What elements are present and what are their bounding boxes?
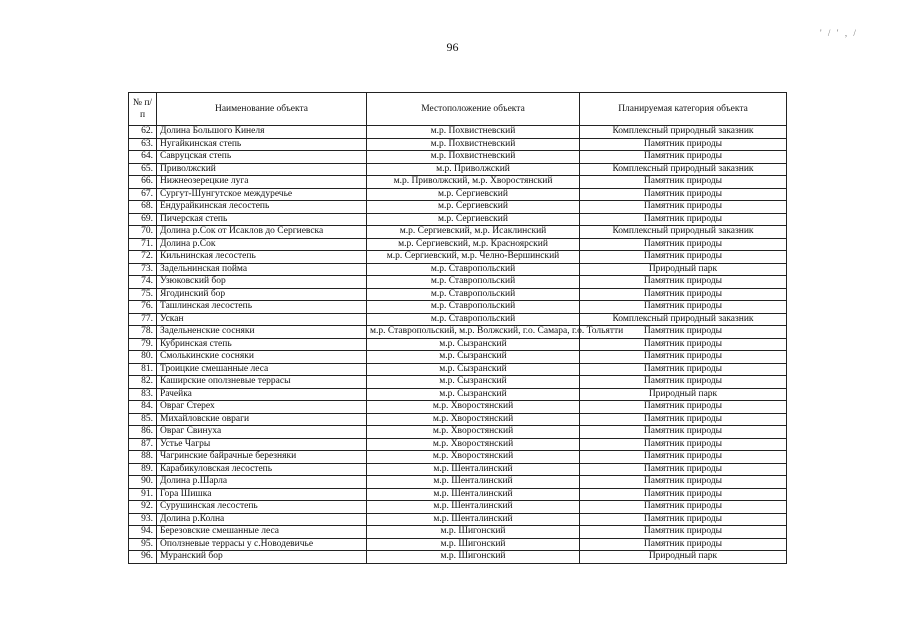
- table-row: [129, 376, 787, 389]
- object-category: Памятник природы: [580, 513, 787, 526]
- object-location: м.р. Ставропольский: [367, 313, 580, 326]
- table-row: [129, 226, 787, 239]
- object-location: м.р. Шигонский: [367, 526, 580, 539]
- object-location: м.р. Сызранский: [367, 363, 580, 376]
- row-number: 93.: [129, 513, 157, 526]
- object-name: Кубринская степь: [157, 338, 367, 351]
- row-number: 75.: [129, 288, 157, 301]
- object-name: Нижнеозерецкие луга: [157, 176, 367, 189]
- object-name: Смолькинские сосняки: [157, 351, 367, 364]
- object-category: Памятник природы: [580, 276, 787, 289]
- row-number: 72.: [129, 251, 157, 264]
- object-category: Природный парк: [580, 263, 787, 276]
- object-name: Чагринские байрачные березняки: [157, 451, 367, 464]
- object-category: Памятник природы: [580, 401, 787, 414]
- object-category: Памятник природы: [580, 413, 787, 426]
- object-location: м.р. Сергиевский, м.р. Красноярский: [367, 238, 580, 251]
- object-name: Пичерская степь: [157, 213, 367, 226]
- object-location: м.р. Хворостянский: [367, 401, 580, 414]
- table-row: [129, 363, 787, 376]
- object-category: Памятник природы: [580, 251, 787, 264]
- object-category: Памятник природы: [580, 138, 787, 151]
- object-location: м.р. Приволжский: [367, 163, 580, 176]
- object-name: Кильнинская лесостепь: [157, 251, 367, 264]
- object-category: Памятник природы: [580, 213, 787, 226]
- scan-mark: ' / ′ , /: [820, 28, 858, 38]
- object-name: Сурушинская лесостепь: [157, 501, 367, 514]
- object-location: м.р. Шенталинский: [367, 501, 580, 514]
- object-location: м.р. Хворостянский: [367, 438, 580, 451]
- table-row: [129, 313, 787, 326]
- object-name: Гора Шишка: [157, 488, 367, 501]
- row-number: 67.: [129, 188, 157, 201]
- row-number: 87.: [129, 438, 157, 451]
- row-number: 81.: [129, 363, 157, 376]
- object-name: Приволжский: [157, 163, 367, 176]
- object-category: Памятник природы: [580, 476, 787, 489]
- table-row: [129, 288, 787, 301]
- header-location: Местоположение объекта: [367, 93, 580, 126]
- row-number: 84.: [129, 401, 157, 414]
- row-number: 95.: [129, 538, 157, 551]
- object-location: м.р. Сызранский: [367, 351, 580, 364]
- table-row: [129, 326, 787, 339]
- object-location: м.р. Сызранский: [367, 376, 580, 389]
- table-row: [129, 401, 787, 414]
- object-category: Памятник природы: [580, 438, 787, 451]
- object-category: Памятник природы: [580, 376, 787, 389]
- row-number: 70.: [129, 226, 157, 239]
- object-name: Ендурайкинская лесостепь: [157, 201, 367, 214]
- object-category: Комплексный природный заказник: [580, 163, 787, 176]
- object-location: м.р. Сызранский: [367, 388, 580, 401]
- object-name: Устье Чагры: [157, 438, 367, 451]
- object-name: Михайловские овраги: [157, 413, 367, 426]
- object-category: Памятник природы: [580, 301, 787, 314]
- object-category: Памятник природы: [580, 326, 787, 339]
- row-number: 66.: [129, 176, 157, 189]
- table-row: [129, 388, 787, 401]
- table-row: [129, 463, 787, 476]
- table-row: [129, 488, 787, 501]
- object-name: Ташлинская лесостепь: [157, 301, 367, 314]
- object-category: Памятник природы: [580, 363, 787, 376]
- object-location: м.р. Шенталинский: [367, 513, 580, 526]
- object-name: Долина Большого Кинеля: [157, 126, 367, 139]
- object-category: Памятник природы: [580, 501, 787, 514]
- table-row: [129, 501, 787, 514]
- row-number: 69.: [129, 213, 157, 226]
- object-name: Ягодинский бор: [157, 288, 367, 301]
- header-category: Планируемая категория объекта: [580, 93, 787, 126]
- object-location: м.р. Шигонский: [367, 538, 580, 551]
- table-row: [129, 351, 787, 364]
- object-name: Сургут-Шунгутское междуречье: [157, 188, 367, 201]
- object-category: Памятник природы: [580, 188, 787, 201]
- object-name: Ускан: [157, 313, 367, 326]
- row-number: 94.: [129, 526, 157, 539]
- row-number: 77.: [129, 313, 157, 326]
- table-row: [129, 176, 787, 189]
- object-category: Памятник природы: [580, 463, 787, 476]
- object-category: Памятник природы: [580, 176, 787, 189]
- object-name: Рачейка: [157, 388, 367, 401]
- object-category: Памятник природы: [580, 351, 787, 364]
- table-row: [129, 426, 787, 439]
- table-body: [129, 126, 787, 564]
- object-location: м.р. Похвистневский: [367, 138, 580, 151]
- object-category: Памятник природы: [580, 338, 787, 351]
- row-number: 96.: [129, 551, 157, 564]
- object-name: Каширские оползневые террасы: [157, 376, 367, 389]
- object-location: м.р. Похвистневский: [367, 151, 580, 164]
- table-row: [129, 526, 787, 539]
- object-category: Комплексный природный заказник: [580, 313, 787, 326]
- row-number: 79.: [129, 338, 157, 351]
- row-number: 88.: [129, 451, 157, 464]
- object-location: м.р. Ставропольский: [367, 276, 580, 289]
- row-number: 73.: [129, 263, 157, 276]
- object-location: м.р. Шенталинский: [367, 476, 580, 489]
- table-row: [129, 276, 787, 289]
- object-location: м.р. Сергиевский: [367, 213, 580, 226]
- table-row: [129, 213, 787, 226]
- row-number: 64.: [129, 151, 157, 164]
- object-name: Задельнинская пойма: [157, 263, 367, 276]
- row-number: 85.: [129, 413, 157, 426]
- object-category: Памятник природы: [580, 451, 787, 464]
- page-number: 96: [446, 40, 459, 54]
- table-row: [129, 201, 787, 214]
- object-name: Муранский бор: [157, 551, 367, 564]
- object-name: Долина р.Сок: [157, 238, 367, 251]
- table-row: [129, 301, 787, 314]
- object-category: Памятник природы: [580, 201, 787, 214]
- object-name: Овраг Стерех: [157, 401, 367, 414]
- row-number: 83.: [129, 388, 157, 401]
- object-name: Овраг Свинуха: [157, 426, 367, 439]
- table-row: [129, 263, 787, 276]
- object-location: м.р. Сызранский: [367, 338, 580, 351]
- table-header-row: [129, 93, 787, 126]
- table-row: [129, 238, 787, 251]
- table-row: [129, 126, 787, 139]
- row-number: 65.: [129, 163, 157, 176]
- object-category: Комплексный природный заказник: [580, 226, 787, 239]
- row-number: 82.: [129, 376, 157, 389]
- table-row: [129, 413, 787, 426]
- object-name: Долина р.Сок от Исаклов до Сергиевска: [157, 226, 367, 239]
- object-category: Комплексный природный заказник: [580, 126, 787, 139]
- row-number: 78.: [129, 326, 157, 339]
- row-number: 68.: [129, 201, 157, 214]
- row-number: 90.: [129, 476, 157, 489]
- object-category: Природный парк: [580, 388, 787, 401]
- object-category: Памятник природы: [580, 426, 787, 439]
- object-location: м.р. Шенталинский: [367, 488, 580, 501]
- row-number: 63.: [129, 138, 157, 151]
- header-num: № п/п: [129, 93, 157, 126]
- row-number: 92.: [129, 501, 157, 514]
- table-row: [129, 188, 787, 201]
- protected-areas-table: [128, 92, 787, 564]
- object-location: м.р. Ставропольский, м.р. Волжский, г.о. Самара, г.о. Тольятти: [367, 326, 580, 339]
- object-name: Задельненские сосняки: [157, 326, 367, 339]
- object-category: Памятник природы: [580, 288, 787, 301]
- object-location: м.р. Похвистневский: [367, 126, 580, 139]
- object-name: Долина р.Колна: [157, 513, 367, 526]
- object-name: Узюковский бор: [157, 276, 367, 289]
- object-category: Памятник природы: [580, 151, 787, 164]
- table-row: [129, 151, 787, 164]
- object-location: м.р. Сергиевский: [367, 188, 580, 201]
- object-location: м.р. Шигонский: [367, 551, 580, 564]
- object-category: Природный парк: [580, 551, 787, 564]
- row-number: 80.: [129, 351, 157, 364]
- table-row: [129, 338, 787, 351]
- row-number: 76.: [129, 301, 157, 314]
- object-location: м.р. Хворостянский: [367, 426, 580, 439]
- object-name: Оползневые террасы у с.Новодевичье: [157, 538, 367, 551]
- object-name: Березовские смешанные леса: [157, 526, 367, 539]
- object-name: Троицкие смешанные леса: [157, 363, 367, 376]
- object-location: м.р. Приволжский, м.р. Хворостянский: [367, 176, 580, 189]
- object-name: Савруцская степь: [157, 151, 367, 164]
- table-row: [129, 538, 787, 551]
- row-number: 91.: [129, 488, 157, 501]
- object-category: Памятник природы: [580, 538, 787, 551]
- object-name: Нугайкинская степь: [157, 138, 367, 151]
- object-location: м.р. Сергиевский: [367, 201, 580, 214]
- table-row: [129, 451, 787, 464]
- table-row: [129, 163, 787, 176]
- row-number: 71.: [129, 238, 157, 251]
- table-row: [129, 476, 787, 489]
- header-name: Наименование объекта: [157, 93, 367, 126]
- row-number: 89.: [129, 463, 157, 476]
- table-row: [129, 251, 787, 264]
- table-row: [129, 438, 787, 451]
- object-location: м.р. Хворостянский: [367, 413, 580, 426]
- table-row: [129, 513, 787, 526]
- row-number: 86.: [129, 426, 157, 439]
- object-name: Карабикуловская лесостепь: [157, 463, 367, 476]
- object-location: м.р. Сергиевский, м.р. Исаклинский: [367, 226, 580, 239]
- object-location: м.р. Ставропольский: [367, 301, 580, 314]
- object-location: м.р. Хворостянский: [367, 451, 580, 464]
- object-name: Долина р.Шарла: [157, 476, 367, 489]
- object-category: Памятник природы: [580, 526, 787, 539]
- object-location: м.р. Сергиевский, м.р. Челно-Вершинский: [367, 251, 580, 264]
- object-location: м.р. Шенталинский: [367, 463, 580, 476]
- object-location: м.р. Ставропольский: [367, 288, 580, 301]
- object-category: Памятник природы: [580, 488, 787, 501]
- table-row: [129, 138, 787, 151]
- row-number: 74.: [129, 276, 157, 289]
- object-category: Памятник природы: [580, 238, 787, 251]
- row-number: 62.: [129, 126, 157, 139]
- object-location: м.р. Ставропольский: [367, 263, 580, 276]
- table-row: [129, 551, 787, 564]
